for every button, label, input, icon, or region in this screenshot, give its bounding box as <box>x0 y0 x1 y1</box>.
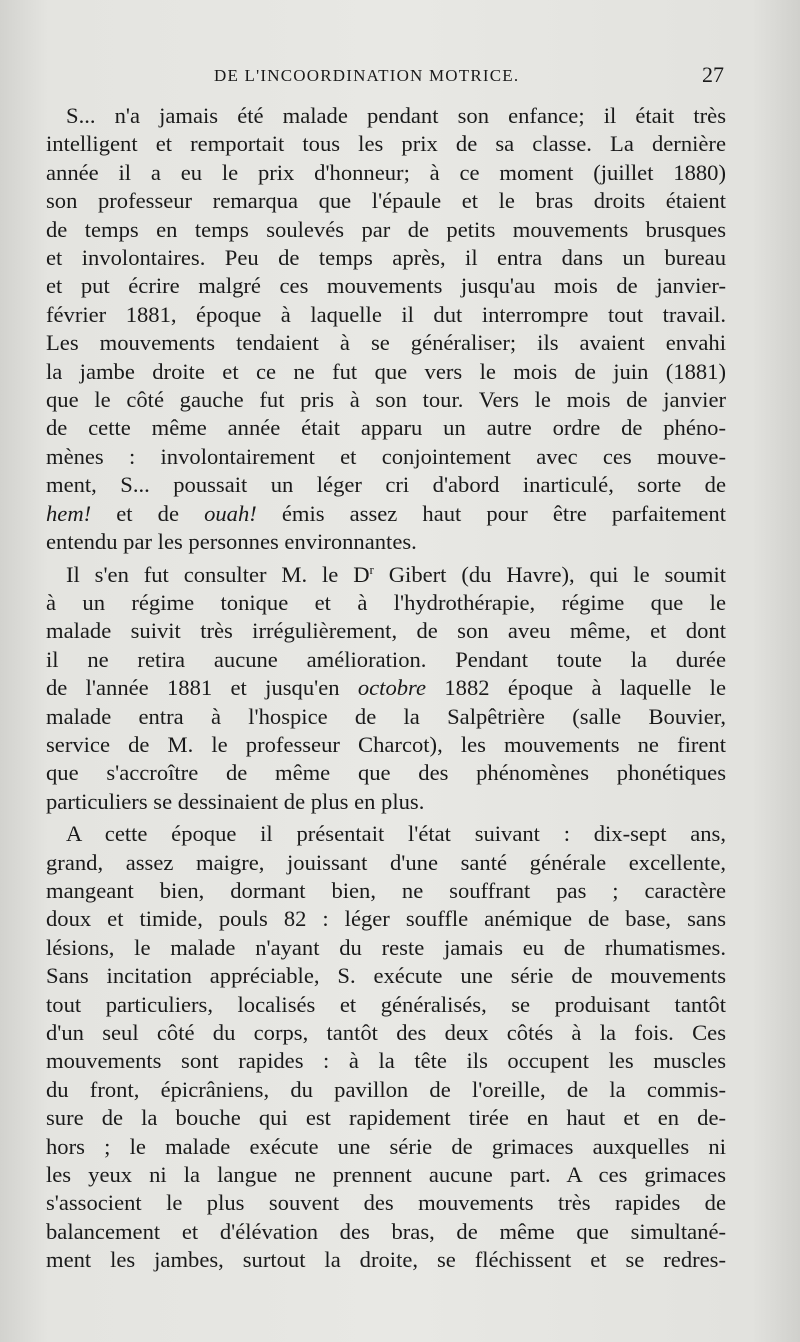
text-line: Sans incitation appréciable, S. exécute une série de mouvements <box>46 963 726 989</box>
italic-text: octobre <box>357 675 427 701</box>
running-title: DE L'INCOORDINATION MOTRICE. <box>214 66 520 85</box>
text-run: Gibert (du Havre), qui le soumit <box>373 561 726 587</box>
text-line: et put écrire malgré ces mouvements jusqu'au mois de janvier- <box>46 273 726 299</box>
text-line: entendu par les personnes environnantes. <box>46 529 417 555</box>
text-line: grand, assez maigre, jouissant d'une santé générale excellente, <box>46 849 726 875</box>
text-line: que s'accroître de même que des phénomènes phonétiques <box>46 760 726 786</box>
text-line: balancement et d'élévation des bras, de même que simultané- <box>46 1218 726 1244</box>
paragraph-1 <box>46 102 726 557</box>
text-line: les yeux ni la langue ne prennent aucune part. A ces grimaces <box>46 1162 726 1188</box>
text-run: émis assez haut pour être parfaitement <box>256 500 726 526</box>
text-run: et de <box>91 500 205 526</box>
paragraph-2 <box>46 561 726 817</box>
text-line <box>46 561 726 589</box>
text-line: ment les jambes, surtout la droite, se fléchissent et se redres- <box>46 1247 726 1273</box>
text-line: lésions, le malade n'ayant du reste jamais eu de rhumatismes. <box>46 934 726 960</box>
text-line: particuliers se dessinaient de plus en plus. <box>46 788 425 814</box>
text-line: mènes : involontairement et conjointement avec ces mouve- <box>46 443 726 469</box>
text-line: la jambe droite et ce ne fut que vers le mois de juin (1881) <box>46 358 726 384</box>
page-header <box>214 62 730 92</box>
text-line: année il a eu le prix d'honneur; à ce moment (juillet 1880) <box>46 159 726 185</box>
text-line: que le côté gauche fut pris à son tour. Vers le mois de janvier <box>46 387 726 413</box>
superscript: r <box>369 561 374 577</box>
italic-text: ouah! <box>204 500 257 526</box>
text-line: du front, épicrâniens, du pavillon de l'oreille, de la commis- <box>46 1076 726 1102</box>
text-line: d'un seul côté du corps, tantôt des deux côtés à la fois. Ces <box>46 1020 726 1045</box>
text-line: s'associent le plus souvent des mouvements très rapides de <box>46 1190 726 1216</box>
text-line: de temps en temps soulevés par de petits mouvements brusques <box>46 216 726 242</box>
text-line: février 1881, époque à laquelle il dut interrompre tout travail. <box>46 301 726 327</box>
text-line: hors ; le malade exécute une série de grimaces auxquelles ni <box>46 1133 726 1159</box>
italic-text: hem! <box>46 500 92 526</box>
text-line: ment, S... poussait un léger cri d'abord inarticulé, sorte de <box>46 472 726 498</box>
text-line: son professeur remarqua que l'épaule et le bras droits étaient <box>46 188 726 214</box>
text-line: il ne retira aucune amélioration. Pendant toute la durée <box>46 646 726 672</box>
text-line: tout particuliers, localisés et généralisés, se produisant tantôt <box>46 991 726 1017</box>
text-line: mangeant bien, dormant bien, ne souffrant pas ; caractère <box>46 877 726 903</box>
text-run: de l'année 1881 et jusqu'en <box>46 675 358 701</box>
text-line: intelligent et remportait tous les prix de sa classe. La dernière <box>46 131 726 157</box>
text-line <box>46 500 726 528</box>
text-line: malade entra à l'hospice de la Salpêtrière (salle Bouvier, <box>46 703 726 729</box>
text-line: S... n'a jamais été malade pendant son enfance; il était très <box>66 103 726 128</box>
text-line <box>46 674 726 702</box>
paragraph-3 <box>46 820 726 1275</box>
text-line: à un régime tonique et à l'hydrothérapie, régime que le <box>46 589 726 615</box>
text-line: doux et timide, pouls 82 : léger souffle anémique de base, sans <box>46 906 726 932</box>
text-line: de cette même année était apparu un autre ordre de phéno- <box>46 415 726 441</box>
text-run: Il s'en fut consulter M. le D <box>66 561 370 587</box>
text-line: sure de la bouche qui est rapidement tirée en haut et en de- <box>46 1105 726 1131</box>
text-line: malade suivit très irrégulièrement, de son aveu même, et dont <box>46 618 726 644</box>
text-line: mouvements sont rapides : à la tête ils occupent les muscles <box>46 1048 726 1074</box>
text-line: et involontaires. Peu de temps après, il entra dans un bureau <box>46 245 726 271</box>
page-number: 27 <box>702 62 724 87</box>
text-line: A cette époque il présentait l'état suivant : dix-sept ans, <box>66 821 726 847</box>
body-text <box>46 102 726 1279</box>
text-line: Les mouvements tendaient à se généraliser; ils avaient envahi <box>46 330 726 356</box>
text-line: service de M. le professeur Charcot), les mouvements ne firent <box>46 731 726 757</box>
text-run: 1882 époque à laquelle le <box>426 675 726 701</box>
